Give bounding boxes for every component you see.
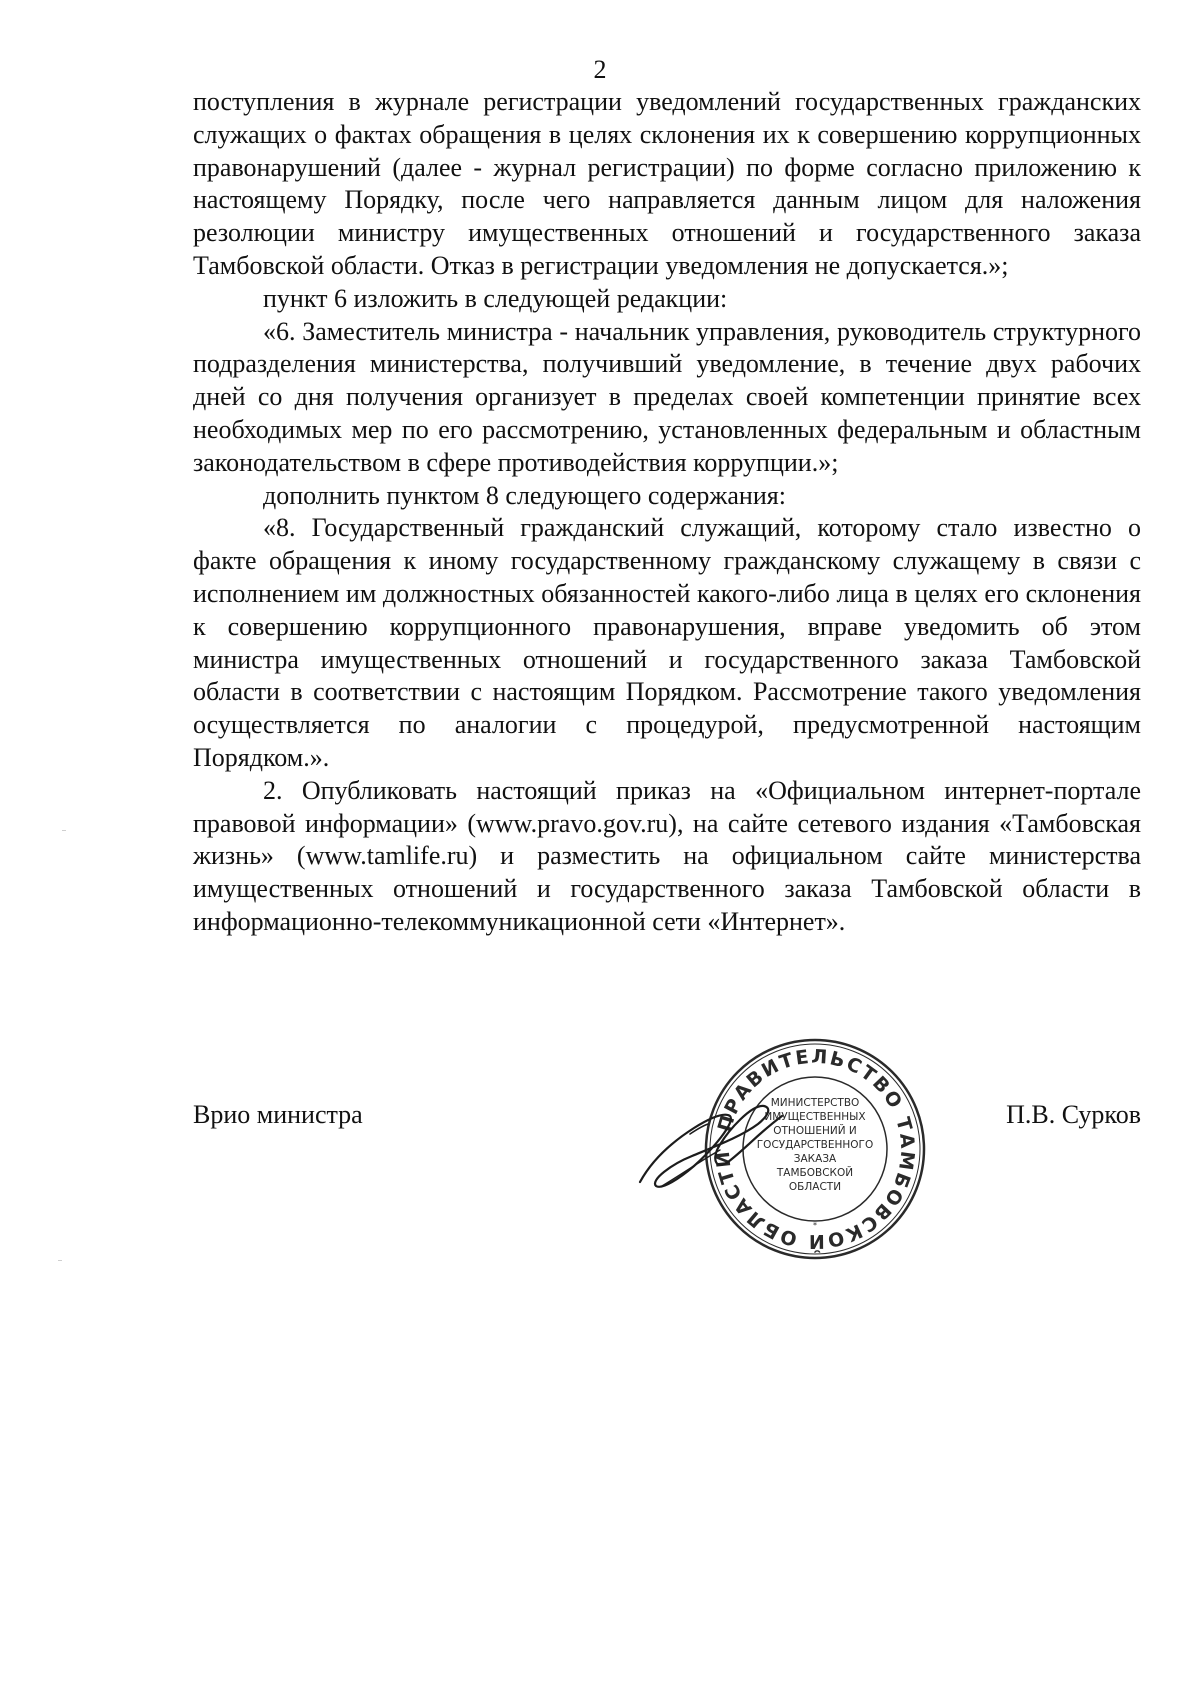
handwritten-signature bbox=[632, 1090, 792, 1200]
paragraph-point-6: «6. Заместитель министра - начальник управления, руководитель структурного подразделения министерства, получивший уведомление, в течение двух рабочих дней со дня получения организует в пределах своей компетенции принятие всех необходимых мер по его рассмотрению, установленных федеральным и областным законодательством в сфере противодействия коррупции.»; bbox=[193, 316, 1141, 477]
svg-text:*: * bbox=[813, 1221, 817, 1230]
svg-text:ОБЛАСТИ: ОБЛАСТИ bbox=[788, 1181, 842, 1193]
paragraph-continuation: поступления в журнале регистрации уведомлений государственных гражданских служащих о фактах обращения в целях склонения их к совершению коррупционных правонарушений (далее - журнал регистрации) по форме согласно приложению к настоящему Порядку, после чего направляется данным лицом для наложения резолюции министру имущественных отношений и государственного заказа Тамбовской области. Отказ в регистрации уведомления не допускается.»; bbox=[193, 87, 1141, 280]
scan-artifact bbox=[62, 830, 66, 831]
paragraph-point-8: «8. Государственный гражданский служащий, которому стало известно о факте обращения к иному государственному гражданскому служащему в связи с исполнением им должностных обязанностей какого-либо лица в целях его склонения к совершению коррупционного правонарушения, вправе уведомить об этом министра имущественных отношений и государственного заказа Тамбовской области в соответствии с настоящим Порядком. Рассмотрение такого уведомления осуществляется по аналогии с процедурой, предусмотренной настоящим Порядком.». bbox=[193, 513, 1141, 772]
svg-text:ОТНОШЕНИЙ И: ОТНОШЕНИЙ И bbox=[773, 1125, 857, 1137]
paragraph-publication: 2. Опубликовать настоящий приказ на «Официальном интернет-портале правовой информации» (www.pravo.gov.ru), на сайте сетевого издания «Тамбовская жизнь» (www.tamlife.ru) и разместить на официальном сайте министерства имущественных отношений и государственного заказа Тамбовской области в информационно-телекоммуникационной сети «Интернет». bbox=[193, 775, 1141, 936]
paragraph-point-8-intro: дополнить пунктом 8 следующего содержания: bbox=[263, 480, 786, 510]
seal-outer-text: ПРАВИТЕЛЬСТВО ТАМБОВСКОЙ ОБЛАСТИ bbox=[711, 1045, 919, 1253]
svg-text:ЗАКАЗА: ЗАКАЗА bbox=[793, 1153, 837, 1165]
page-number: 2 bbox=[593, 55, 607, 84]
document-body bbox=[193, 86, 1141, 939]
svg-text:ТАМБОВСКОЙ: ТАМБОВСКОЙ bbox=[776, 1167, 854, 1179]
signer-name: П.В. Сурков bbox=[1006, 1100, 1141, 1129]
svg-text:ГОСУДАРСТВЕННОГО: ГОСУДАРСТВЕННОГО bbox=[756, 1139, 874, 1151]
paragraph-point-6-intro: пункт 6 изложить в следующей редакции: bbox=[263, 283, 728, 313]
signer-title: Врио министра bbox=[193, 1100, 363, 1129]
svg-text:МИНИСТЕРСТВО: МИНИСТЕРСТВО bbox=[770, 1097, 860, 1109]
svg-text:ИМУЩЕСТВЕННЫХ: ИМУЩЕСТВЕННЫХ bbox=[764, 1111, 866, 1123]
scan-artifact bbox=[58, 1260, 62, 1261]
